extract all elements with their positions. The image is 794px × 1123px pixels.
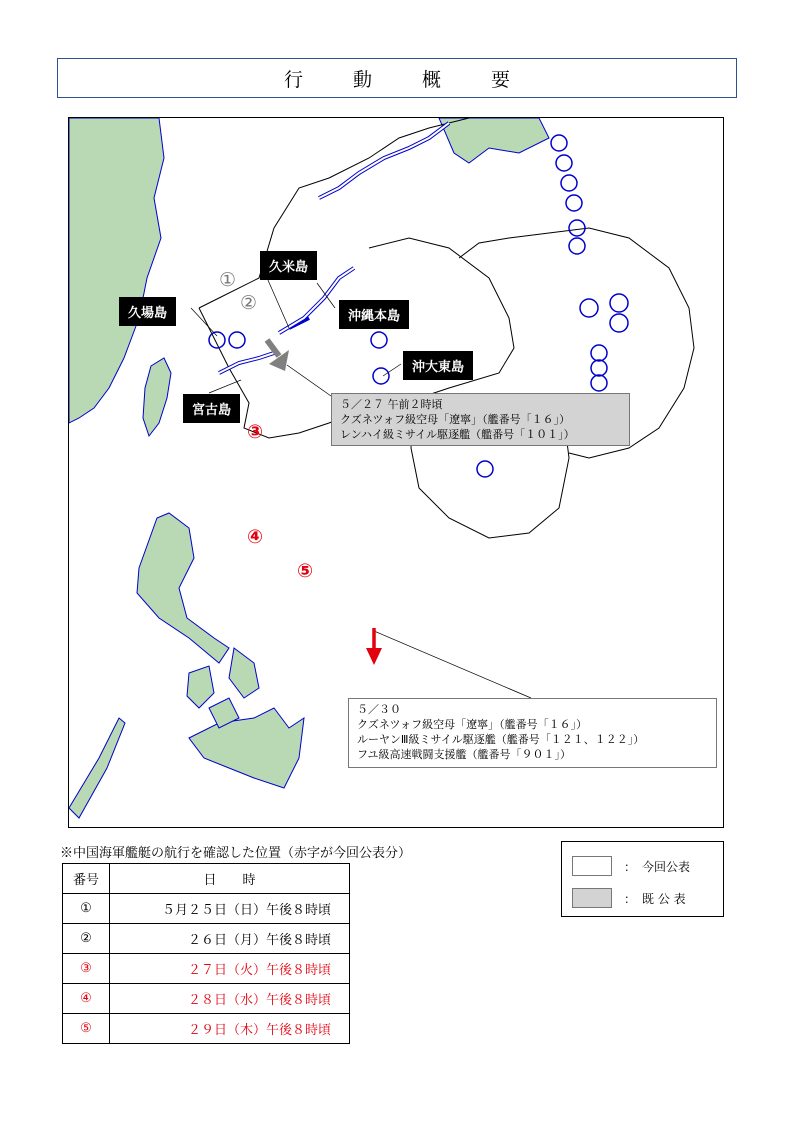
marker-2: ② (240, 292, 258, 314)
marker-3: ③ (247, 421, 264, 443)
note-text: ※中国海軍艦艇の航行を確認した位置（赤字が今回公表分） (60, 846, 412, 861)
row-number: ⑤ (63, 1014, 110, 1044)
table-header-row (63, 864, 350, 894)
row-number: ① (63, 894, 110, 924)
callout-0530-line2: クズネツォフ級空母「遼寧」（艦番号「１６」） (357, 718, 588, 731)
land-visayas-1 (187, 666, 214, 708)
legend-swatch-current (572, 856, 612, 876)
label-okinawa: 沖縄本島 (339, 300, 409, 329)
table-row (63, 1014, 350, 1044)
marker-1: ① (219, 269, 237, 291)
callout-0527 (331, 393, 630, 446)
amami-chain (319, 123, 449, 198)
marker-4: ④ (247, 526, 264, 548)
callout-0530 (348, 698, 717, 768)
callout-0527-line3: レンハイ級ミサイル駆逐艦（艦番号「１０１」） (340, 428, 575, 441)
marker-5: ⑤ (297, 560, 314, 582)
row-number: ③ (63, 954, 110, 984)
header-number: 番号 (63, 864, 110, 894)
row-datetime: ２９日（木）午後８時頃 (110, 1014, 350, 1044)
label-kuba: 久場島 (119, 297, 176, 326)
label-kume: 久米島 (260, 251, 317, 280)
row-datetime: ２６日（月）午後８時頃 (110, 924, 350, 954)
page-title: 行 動 概 要 (57, 58, 737, 98)
land-visayas-2 (229, 648, 259, 698)
land-taiwan (143, 358, 171, 436)
land-mindanao (189, 708, 304, 788)
table-row (63, 924, 350, 954)
legend-label-previous: ： 既 公 表 (624, 892, 686, 906)
land-japan (439, 118, 549, 163)
table-row (63, 894, 350, 924)
callout-0527-line1: ５／２７ 午前２時頃 (340, 398, 443, 411)
row-datetime: ５月２５日（日）午後８時頃 (110, 894, 350, 924)
dates-table (62, 863, 350, 1044)
legend-swatch-previous (572, 888, 612, 908)
callout-0530-line4: フユ級高速戦闘支援艦（艦番号「９０１」） (357, 748, 571, 761)
header-datetime: 日 時 (110, 864, 350, 894)
row-number: ② (63, 924, 110, 954)
label-miyako: 宮古島 (183, 394, 240, 423)
land-luzon (137, 513, 229, 663)
callout-0530-line1: ５／３０ (357, 703, 401, 716)
map (68, 117, 724, 828)
row-datetime: ２８日（水）午後８時頃 (110, 984, 350, 1014)
callout-0527-line2: クズネツォフ級空母「遼寧」（艦番号「１６」） (340, 413, 571, 426)
legend (561, 841, 724, 917)
row-datetime: ２７日（火）午後８時頃 (110, 954, 350, 984)
eez-okinawa (199, 118, 514, 438)
row-number: ④ (63, 984, 110, 1014)
label-okidaito: 沖大東島 (403, 351, 473, 380)
callout-0530-line3: ルーヤンⅢ級ミサイル駆逐艦（艦番号「１２１、１２２」） (357, 733, 645, 746)
table-row (63, 954, 350, 984)
land-palawan (69, 718, 125, 818)
legend-label-current: ： 今回公表 (624, 860, 691, 874)
table-row (63, 984, 350, 1014)
